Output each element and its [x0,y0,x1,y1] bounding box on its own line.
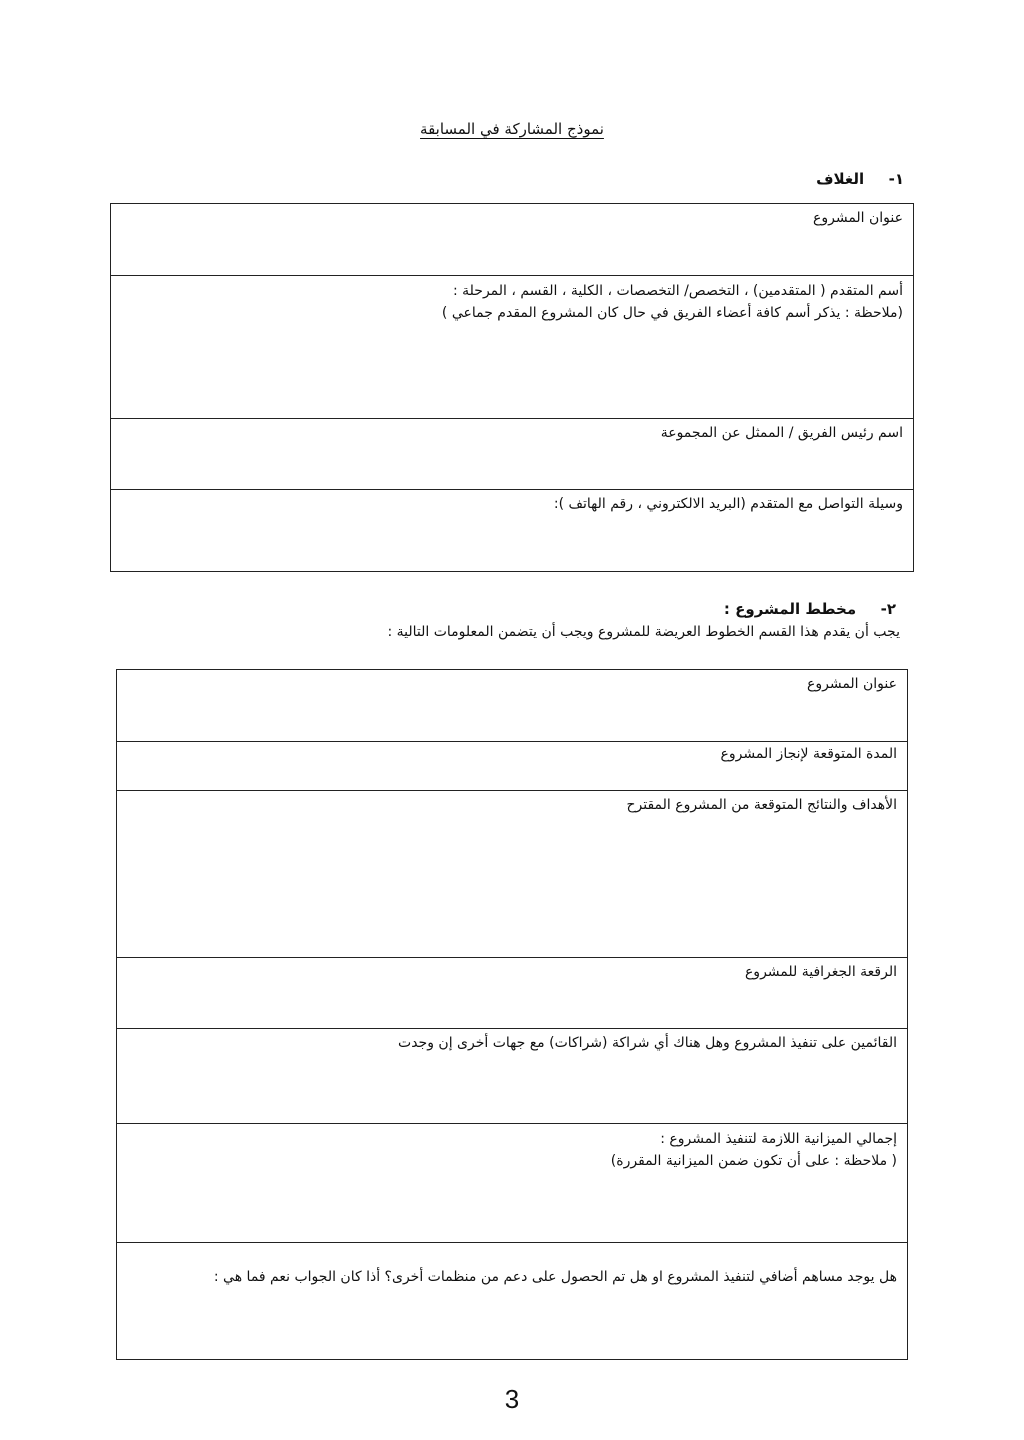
project-plan-table [116,669,908,1360]
cover-form-table [110,203,914,572]
plan-row-goals[interactable] [117,791,907,958]
cover-row-team-leader-label: اسم رئيس الفريق / الممثل عن المجموعة [660,425,903,441]
cover-row-project-title-label: عنوان المشروع [812,210,903,226]
plan-row-budget-note: ( ملاحظة : على أن تكون ضمن الميزانية المقررة) [610,1153,897,1169]
plan-row-additional-support-label: هل يوجد مساهم أضافي لتنفيذ المشروع او هل تم الحصول على دعم من منظمات أخرى؟ أذا كان الجواب نعم فما هي : [213,1269,897,1285]
document-title-text: نموذج المشاركة في المسابقة [420,120,604,138]
document-title [0,120,1024,138]
plan-row-implementers[interactable] [117,1029,907,1124]
cover-row-applicant-info-note: (ملاحظة : يذكر أسم كافة أعضاء الفريق في حال كان المشروع المقدم جماعي ) [441,305,903,321]
plan-row-goals-label: الأهداف والنتائج المتوقعة من المشروع المقترح [626,797,897,813]
cover-row-team-leader[interactable] [111,419,913,490]
plan-row-project-title[interactable] [117,670,907,742]
section1-heading [816,170,904,188]
cover-row-contact-label: وسيلة التواصل مع المتقدم (البريد الالكتروني ، رقم الهاتف ): [553,496,903,512]
section1-number: ١- [888,170,904,188]
plan-row-implementers-label: القائمين على تنفيذ المشروع وهل هناك أي شراكة (شراكات) مع جهات أخرى إن وجدت [398,1035,897,1051]
plan-row-additional-support[interactable] [117,1243,907,1359]
plan-row-project-title-label: عنوان المشروع [806,676,897,692]
plan-row-duration[interactable] [117,742,907,791]
cover-row-project-title[interactable] [111,204,913,276]
cover-row-contact[interactable] [111,490,913,571]
plan-row-duration-label: المدة المتوقعة لإنجاز المشروع [720,746,897,762]
cover-row-applicant-info[interactable] [111,276,913,419]
section2-description: يجب أن يقدم هذا القسم الخطوط العريضة للمشروع ويجب أن يتضمن المعلومات التالية : [387,624,900,640]
section2-heading-text: مخطط المشروع : [723,600,857,618]
section2-number: ٢- [880,600,896,618]
plan-row-budget[interactable] [117,1124,907,1243]
page-number: 3 [504,1384,520,1414]
plan-row-geographic-scope[interactable] [117,958,907,1029]
cover-row-applicant-info-label: أسم المتقدم ( المتقدمين) ، التخصص/ التخصصات ، الكلية ، القسم ، المرحلة : [453,283,903,299]
section2-heading [724,600,896,618]
plan-row-budget-label: إجمالي الميزانية اللازمة لتنفيذ المشروع : [660,1131,897,1147]
plan-row-geographic-scope-label: الرقعة الجغرافية للمشروع [744,964,897,980]
section1-heading-text: الغلاف [816,170,865,188]
